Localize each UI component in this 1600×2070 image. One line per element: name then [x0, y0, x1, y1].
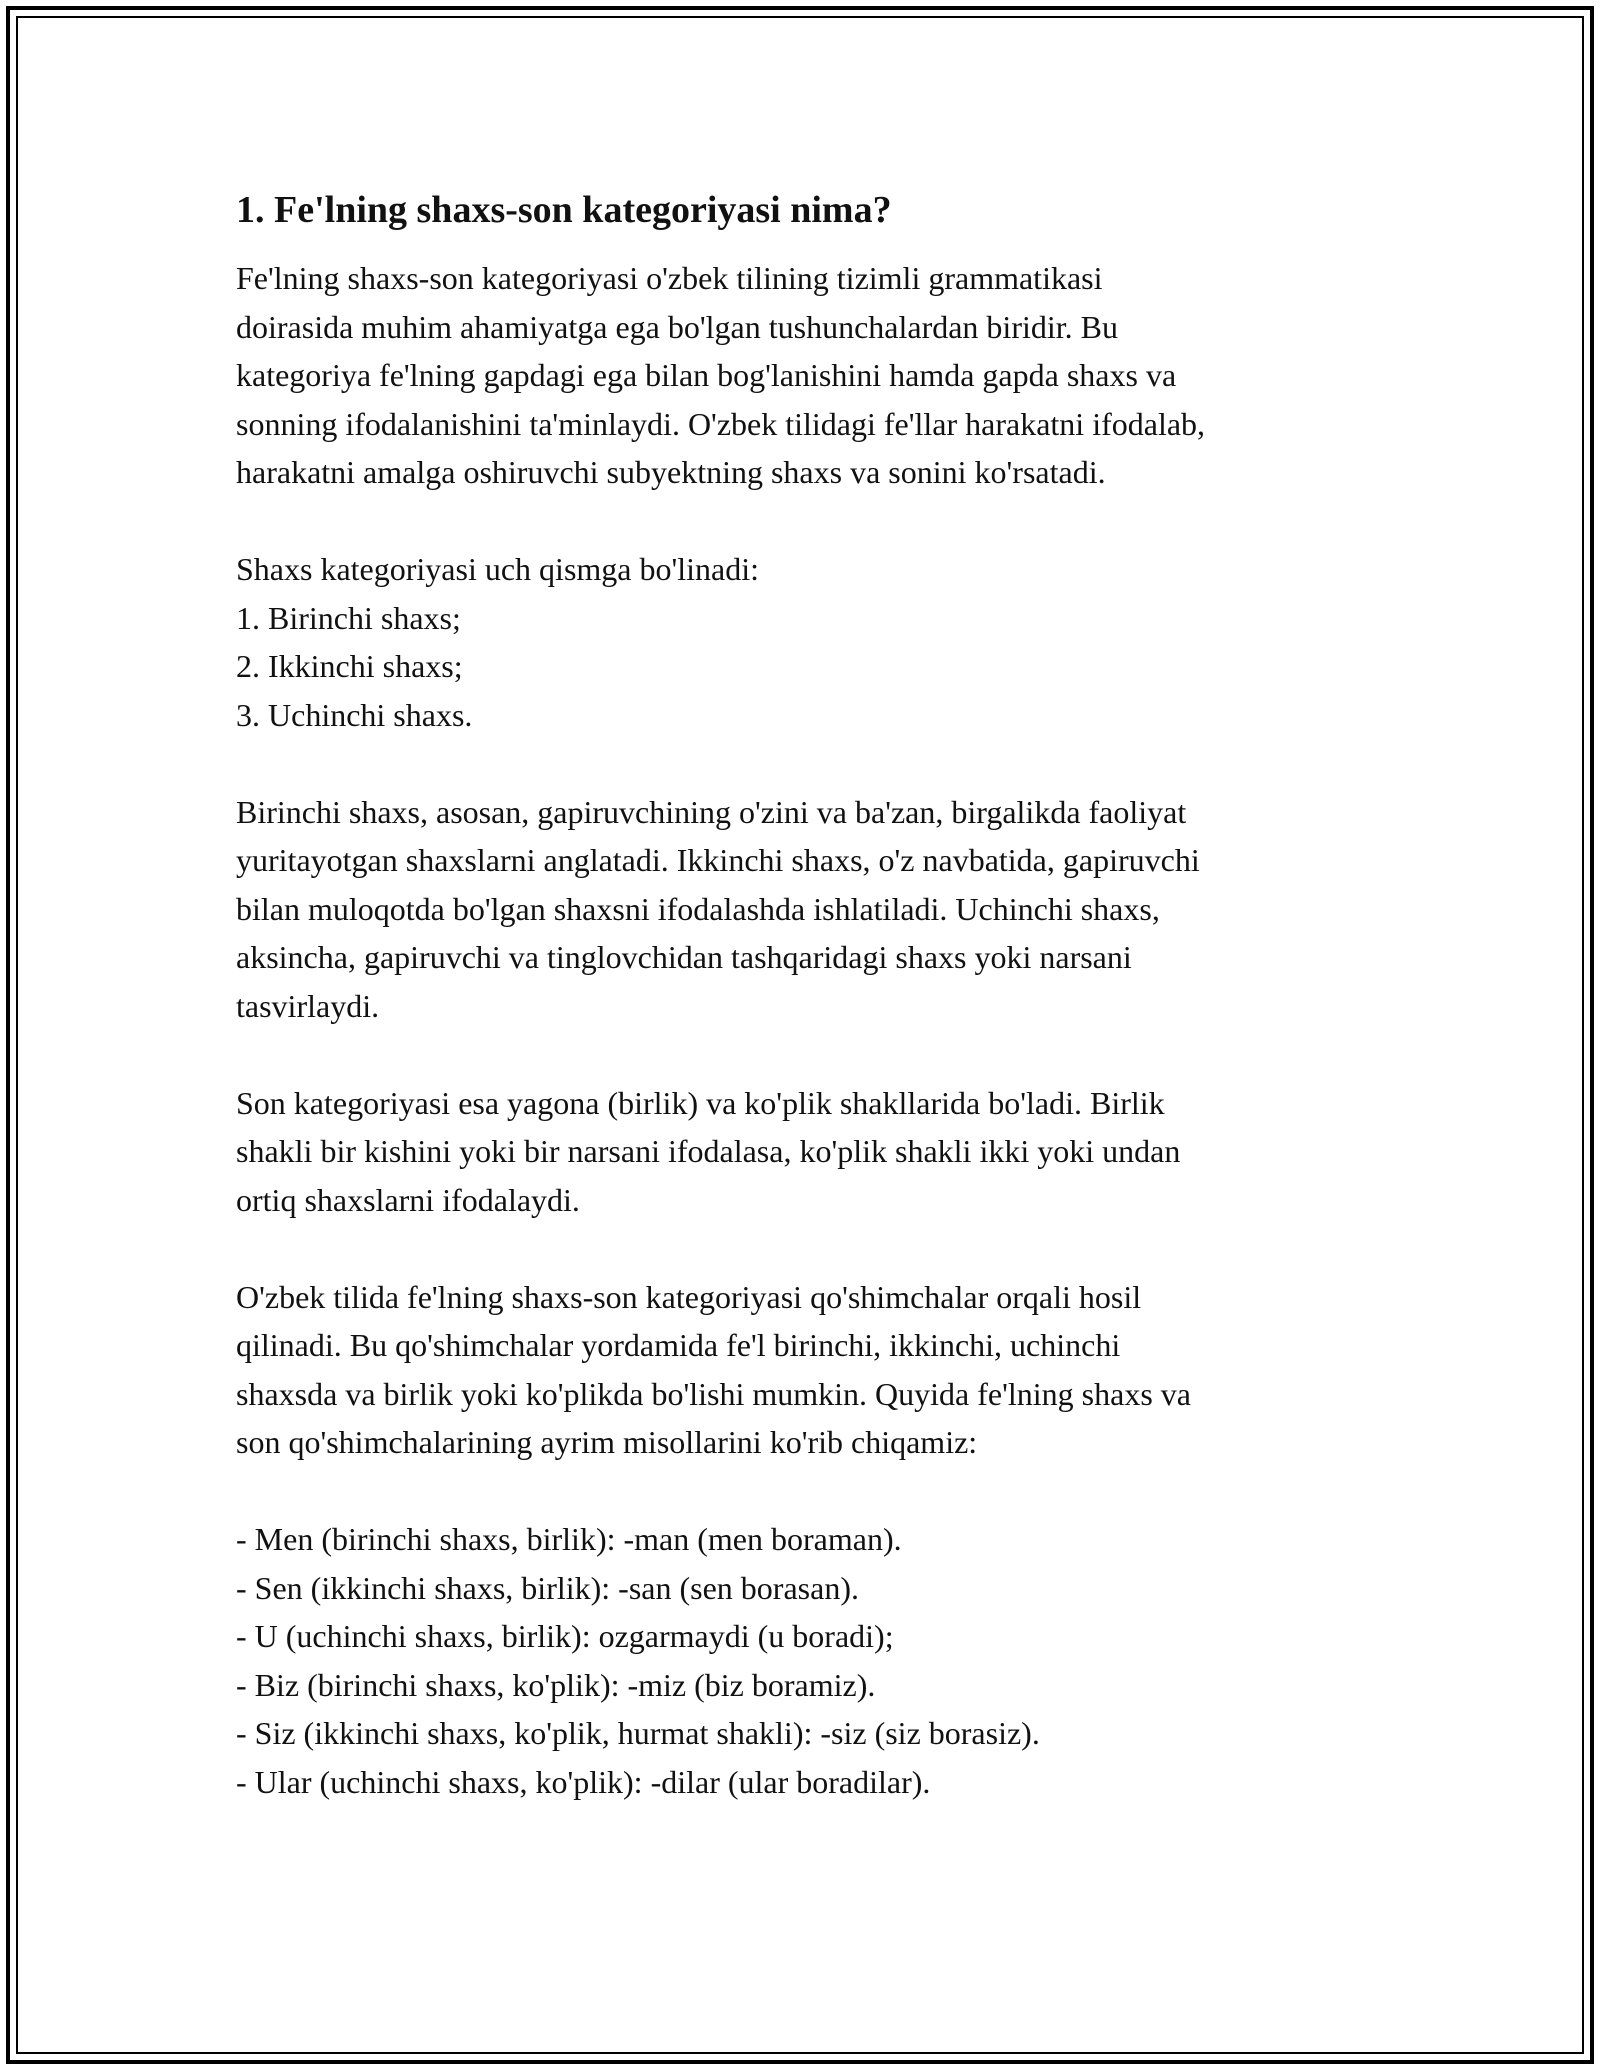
text-line: Birinchi shaxs, asosan, gapiruvchining o'zini va ba'zan, birgalikda faoliyat: [236, 793, 1187, 830]
list-item: - Ular (uchinchi shaxs, ko'plik): -dilar (ular boradilar).: [236, 1763, 931, 1800]
paragraph-number-category: [236, 1079, 1366, 1225]
text-line: Shaxs kategoriyasi uch qismga bo'linadi:: [236, 551, 760, 587]
list-item: - Men (birinchi shaxs, birlik): -man (men boraman).: [236, 1521, 902, 1557]
text-line: shakli bir kishini yoki bir narsani ifodalasa, ko'plik shakli ikki yoki undan: [236, 1133, 1181, 1169]
paragraph-examples-list: [236, 1515, 1366, 1806]
text-line: shaxsda va birlik yoki ko'plikda bo'lishi mumkin. Quyida fe'lning shaxs va: [236, 1375, 1191, 1412]
paragraph-suffixes: [236, 1273, 1366, 1467]
text-line: sonning ifodalanishini ta'minlaydi. O'zbek tilidagi fe'llar harakatni ifodalab,: [236, 405, 1206, 442]
list-item: 3. Uchinchi shaxs.: [236, 696, 473, 733]
text-line: bilan muloqotda bo'lgan shaxsni ifodalashda ishlatiladi. Uchinchi shaxs,: [236, 890, 1160, 927]
paragraph-person-description: [236, 788, 1366, 1031]
text-line: harakatni amalga oshiruvchi subyektning shaxs va sonini ko'rsatadi.: [236, 454, 1106, 490]
text-line: qilinadi. Bu qo'shimchalar yordamida fe'l birinchi, ikkinchi, uchinchi: [236, 1327, 1121, 1363]
list-item: - Sen (ikkinchi shaxs, birlik): -san (sen borasan).: [236, 1569, 859, 1606]
list-item: 1. Birinchi shaxs;: [236, 599, 461, 636]
paragraph-intro: [236, 254, 1366, 497]
text-line: aksincha, gapiruvchi va tinglovchidan tashqaridagi shaxs yoki narsani: [236, 939, 1132, 975]
text-line: yuritayotgan shaxslarni anglatadi. Ikkinchi shaxs, o'z navbatida, gapiruvchi: [236, 842, 1200, 878]
list-item: - U (uchinchi shaxs, birlik): ozgarmaydi (u boradi);: [236, 1618, 894, 1654]
document-body: [236, 186, 1366, 1855]
text-line: Son kategoriyasi esa yagona (birlik) va ko'plik shakllarida bo'ladi. Birlik: [236, 1084, 1165, 1121]
list-item: - Biz (birinchi shaxs, ko'plik): -miz (biz boramiz).: [236, 1666, 876, 1703]
list-item: - Siz (ikkinchi shaxs, ko'plik, hurmat shakli): -siz (siz borasiz).: [236, 1715, 1040, 1751]
text-line: kategoriya fe'lning gapdagi ega bilan bog'lanishini hamda gapda shaxs va: [236, 357, 1177, 393]
list-item: 2. Ikkinchi shaxs;: [236, 648, 463, 684]
text-line: son qo'shimchalarining ayrim misollarini ko'rib chiqamiz:: [236, 1424, 978, 1460]
text-line: Fe'lning shaxs-son kategoriyasi o'zbek tilining tizimli grammatikasi: [236, 260, 1103, 296]
text-line: ortiq shaxslarni ifodalaydi.: [236, 1181, 580, 1218]
text-line: doirasida muhim ahamiyatga ega bo'lgan tushunchalardan biridir. Bu: [236, 308, 1118, 345]
document-title: 1. Fe'lning shaxs-son kategoriyasi nima?: [236, 189, 892, 231]
text-line: tasvirlaydi.: [236, 987, 380, 1024]
text-line: O'zbek tilida fe'lning shaxs-son kategoriyasi qo'shimchalar orqali hosil: [236, 1278, 1142, 1315]
paragraph-person-list: [236, 545, 1366, 739]
